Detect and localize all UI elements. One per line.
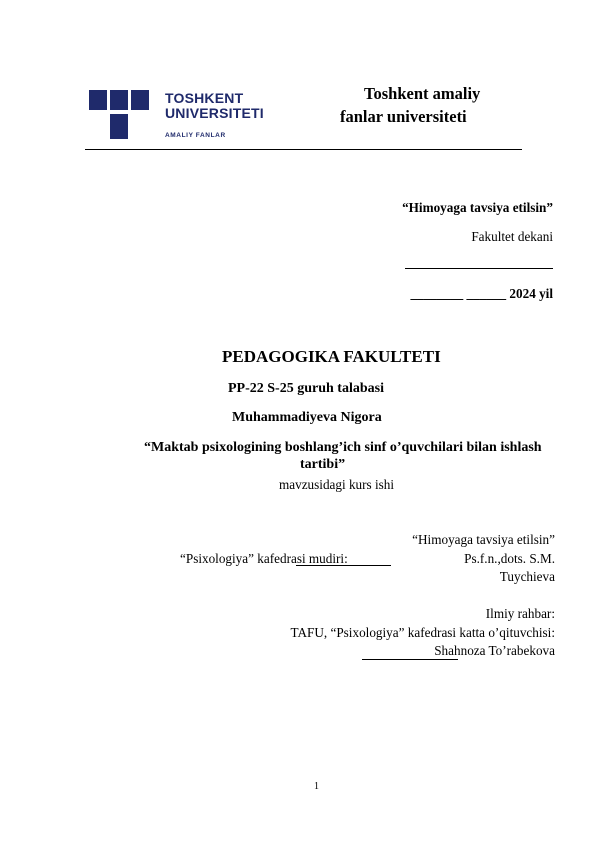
approval-bottom-title: “Himoyaga tavsiya etilsin”	[412, 532, 555, 547]
header-divider	[85, 149, 522, 150]
department-head-name: Tuychieva	[499, 569, 555, 584]
university-name-line2: fanlar universiteti	[340, 107, 467, 126]
advisor-position: TAFU, “Psixologiya” kafedrasi katta o’qituvchisi:	[290, 625, 555, 640]
faculty-title: PEDAGOGIKA FAKULTETI	[222, 347, 441, 366]
department-head-degree: Ps.f.n.,dots. S.M.	[464, 551, 555, 566]
advisor-name: Shahnoza To’rabekova	[434, 643, 555, 658]
approval-top-title: “Himoyaga tavsiya etilsin”	[402, 200, 553, 215]
university-logo-mark	[89, 90, 151, 140]
page-number: 1	[314, 781, 319, 792]
approval-top-date: ________ ______ 2024 yil	[410, 286, 553, 301]
logo-text-line3: AMALIY FANLAR	[165, 132, 226, 139]
student-group: PP-22 S-25 guruh talabasi	[228, 381, 384, 396]
advisor-label: Ilmiy rahbar:	[485, 606, 555, 621]
head-signature-line	[296, 565, 391, 566]
department-head-label: “Psixologiya” kafedrasi mudiri:	[180, 551, 348, 566]
student-name: Muhammadiyeva Nigora	[232, 410, 382, 425]
work-type: mavzusidagi kurs ishi	[279, 477, 395, 492]
topic-line1: “Maktab psixologining boshlang’ich sinf o’quvchilari bilan ishlash	[144, 440, 542, 455]
advisor-signature-line	[362, 659, 458, 660]
university-name-line1: Toshkent amaliy	[364, 84, 481, 103]
dean-signature-line	[405, 268, 553, 269]
logo-text-line1: TOSHKENT	[165, 90, 244, 106]
logo-text-line2: UNIVERSITETI	[165, 105, 264, 121]
topic-line2: tartibi”	[300, 457, 346, 472]
approval-top-role: Fakultet dekani	[471, 229, 553, 244]
